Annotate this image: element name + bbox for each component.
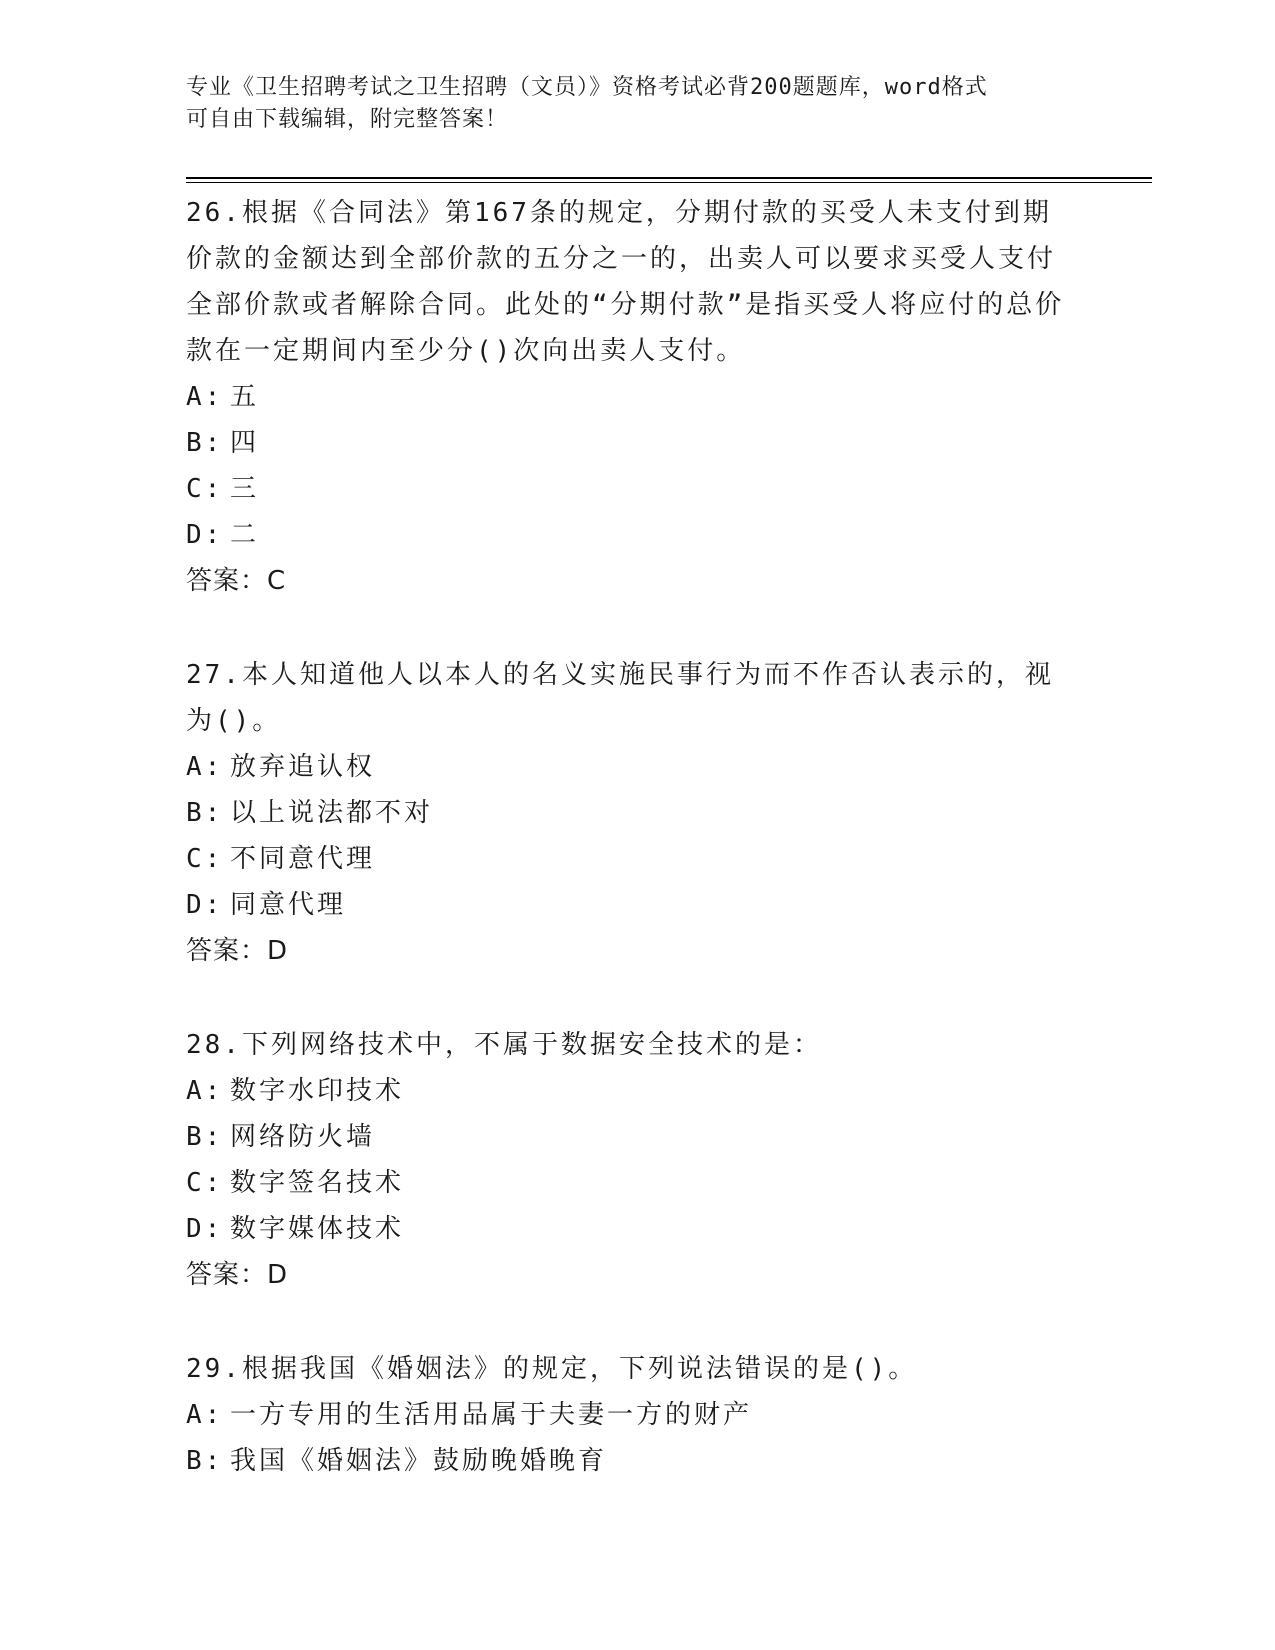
question-28 (186, 1022, 1076, 1298)
option-text: 同意代理 (230, 890, 347, 920)
option-letter: A: (186, 1076, 224, 1106)
option-a (186, 1392, 1076, 1438)
option-c (186, 836, 1076, 882)
option-letter: C: (186, 844, 224, 874)
option-letter: A: (186, 752, 224, 782)
answer-label: 答案：D (186, 1260, 289, 1290)
option-d (186, 512, 1076, 558)
option-a (186, 744, 1076, 790)
option-d (186, 882, 1076, 928)
option-text: 不同意代理 (230, 844, 376, 874)
question-stem: 26.根据《合同法》第167条的规定，分期付款的买受人未支付到期价款的金额达到全部价款的五分之一的，出卖人可以要求买受人支付全部价款或者解除合同。此处的“分期付款”是指买受人将应付的总价款在一定期间内至少分()次向出卖人支付。 (186, 198, 1065, 366)
option-text: 以上说法都不对 (230, 798, 434, 828)
option-d (186, 1206, 1076, 1252)
option-c (186, 466, 1076, 512)
option-letter: C: (186, 474, 224, 504)
option-text: 我国《婚姻法》鼓励晚婚晚育 (230, 1446, 608, 1476)
option-b (186, 420, 1076, 466)
option-letter: D: (186, 1214, 224, 1244)
option-letter: B: (186, 428, 224, 458)
option-b (186, 1438, 1076, 1484)
option-a (186, 1068, 1076, 1114)
option-c (186, 1160, 1076, 1206)
option-text: 数字媒体技术 (230, 1214, 405, 1244)
question-stem: 29.根据我国《婚姻法》的规定，下列说法错误的是()。 (186, 1354, 918, 1384)
header-divider-thick (186, 177, 1152, 179)
option-text: 数字签名技术 (230, 1168, 405, 1198)
option-a (186, 374, 1076, 420)
option-text: 网络防火墙 (230, 1122, 376, 1152)
option-b (186, 1114, 1076, 1160)
option-letter: A: (186, 1400, 224, 1430)
option-letter: B: (186, 1446, 224, 1476)
header-line-2: 可自由下载编辑，附完整答案！ (186, 107, 509, 132)
question-stem: 27.本人知道他人以本人的名义实施民事行为而不作否认表示的，视为()。 (186, 660, 1054, 736)
option-b (186, 790, 1076, 836)
question-27 (186, 652, 1076, 974)
option-letter: B: (186, 1122, 224, 1152)
answer-label: 答案：C (186, 566, 287, 596)
answer-label: 答案：D (186, 936, 289, 966)
question-list (186, 190, 1076, 1484)
option-text: 二 (230, 520, 260, 550)
option-letter: D: (186, 520, 224, 550)
option-text: 一方专用的生活用品属于夫妻一方的财产 (230, 1400, 753, 1430)
document-header (186, 72, 1066, 136)
header-line-1: 专业《卫生招聘考试之卫生招聘（文员）》资格考试必背200题题库，word格式 (186, 75, 988, 100)
question-29 (186, 1346, 1076, 1484)
option-letter: A: (186, 382, 224, 412)
header-divider-thin (186, 182, 1152, 183)
option-text: 四 (230, 428, 260, 458)
option-text: 五 (230, 382, 260, 412)
option-letter: B: (186, 798, 224, 828)
option-letter: C: (186, 1168, 224, 1198)
question-stem: 28.下列网络技术中，不属于数据安全技术的是： (186, 1030, 822, 1060)
option-text: 放弃追认权 (230, 752, 376, 782)
option-text: 数字水印技术 (230, 1076, 405, 1106)
option-text: 三 (230, 474, 260, 504)
question-26 (186, 190, 1076, 604)
option-letter: D: (186, 890, 224, 920)
